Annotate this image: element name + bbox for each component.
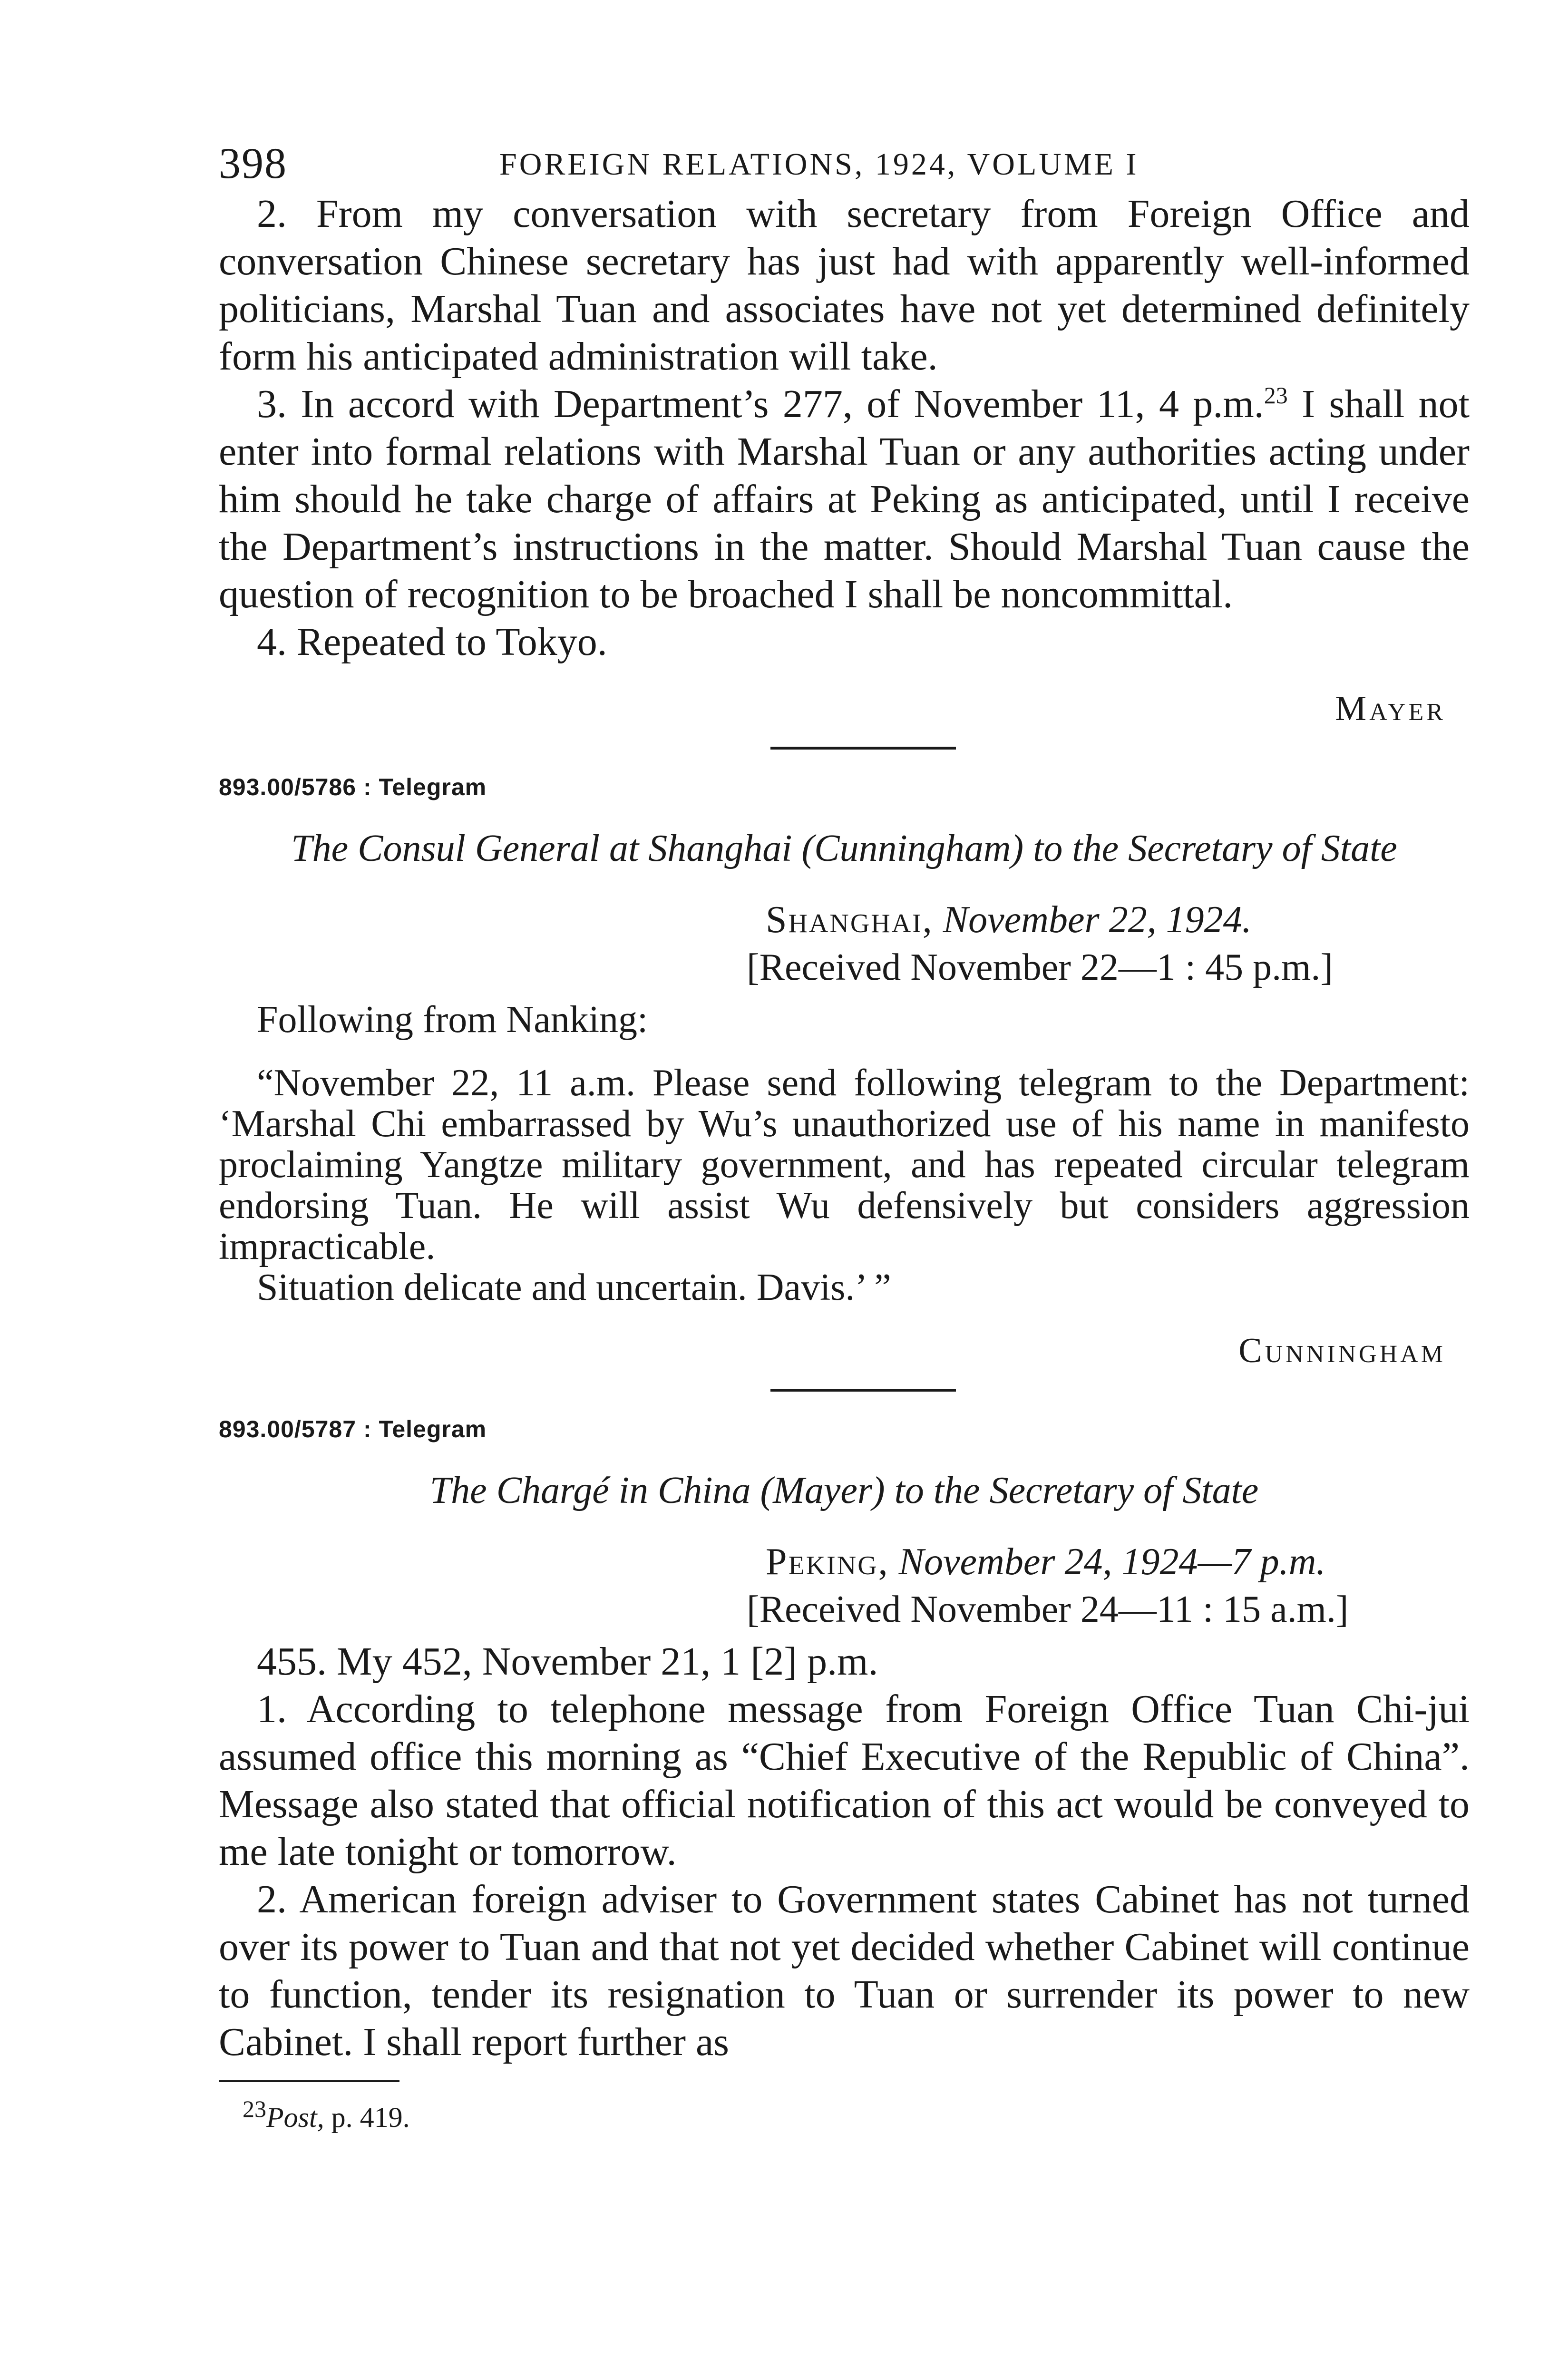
- telegram-intro: 455. My 452, November 21, 1 [2] p.m.: [257, 1639, 878, 1684]
- running-head: [219, 138, 1470, 190]
- section-divider: [770, 747, 956, 750]
- quote-paragraph: “November 22, 11 a.m. Please send following telegram to the Department: ‘Marshal Chi embarrassed by Wu’s unauthorized use of his name in manifesto proclaiming Yangtze military government, and has repeated circular telegram endorsing Tuan. He will assist Wu defensively but considers aggression impracticable.: [219, 1062, 1470, 1267]
- footnote-ref-text: Post,: [266, 2102, 324, 2133]
- footnote-number: 23: [243, 2095, 266, 2122]
- footnote-ref[interactable]: 23: [1264, 382, 1288, 409]
- dateline-2: [766, 1538, 1470, 1586]
- dateline: [766, 896, 1470, 944]
- telegram-paragraph-2: 2. American foreign adviser to Government states Cabinet has not turned over its power to Tuan and that not yet decided whether Cabinet will continue to function, tender its resignation to Tuan or surrender its power to new Cabinet. I shall report further as: [219, 1877, 1470, 2064]
- signature-mayer: Mayer: [1335, 689, 1446, 728]
- file-number-2: 893.00/5787 : Telegram: [219, 1416, 487, 1442]
- document-page: [219, 138, 1470, 2134]
- received-line: [Received November 22—1 : 45 p.m.]: [747, 946, 1334, 988]
- paragraph-3-start: 3. In accord with Department’s 277, of November 11, 4 p.m.: [257, 382, 1264, 426]
- paragraph-2: 2. From my conversation with secretary from Foreign Office and conversation Chinese secretary has just had with apparently well-informed politicians, Marshal Tuan and associates have not yet determined definitely form his anticipated administration will take.: [219, 192, 1470, 379]
- footnote: [243, 2095, 1470, 2134]
- following-line: Following from Nanking:: [257, 999, 648, 1041]
- footnote-page: p. 419.: [324, 2102, 410, 2133]
- section-divider-2: [770, 1389, 956, 1392]
- file-number: 893.00/5786 : Telegram: [219, 774, 487, 800]
- dateline-place-2: Peking,: [766, 1541, 889, 1583]
- signature-cunningham: Cunningham: [1238, 1331, 1446, 1370]
- document-title-2: The Chargé in China (Mayer) to the Secretary of State: [429, 1470, 1259, 1511]
- dateline-date-2: November 24, 1924—7 p.m.: [898, 1541, 1326, 1583]
- dateline-place: Shanghai,: [766, 899, 934, 941]
- dateline-date: November 22, 1924.: [943, 899, 1252, 941]
- quoted-telegram: [219, 1062, 1470, 1308]
- footnote-divider: [219, 2080, 399, 2082]
- received-line-2: [Received November 24—11 : 15 a.m.]: [747, 1589, 1349, 1630]
- page-number: 398: [219, 139, 287, 187]
- running-head-title: FOREIGN RELATIONS, 1924, VOLUME I: [499, 147, 1139, 182]
- paragraph-3: [219, 380, 1470, 618]
- quote-paragraph-end: Situation delicate and uncertain. Davis.’ ”: [257, 1267, 891, 1308]
- paragraph-3-rest: I shall not enter into formal relations with Marshal Tuan or any authorities acting under him should he take charge of affairs at Peking as anticipated, until I receive the Department’s instructions in the matter. Should Marshal Tuan cause the question of recognition to be broached I shall be noncommittal.: [219, 382, 1470, 616]
- document-title: The Consul General at Shanghai (Cunningham) to the Secretary of State: [291, 828, 1397, 869]
- paragraph-4: 4. Repeated to Tokyo.: [257, 620, 607, 664]
- telegram-paragraph-1: 1. According to telephone message from Foreign Office Tuan Chi-jui assumed office this morning as “Chief Executive of the Republic of China”. Message also stated that official notification of this act would be conveyed to me late tonight or tomorrow.: [219, 1687, 1470, 1874]
